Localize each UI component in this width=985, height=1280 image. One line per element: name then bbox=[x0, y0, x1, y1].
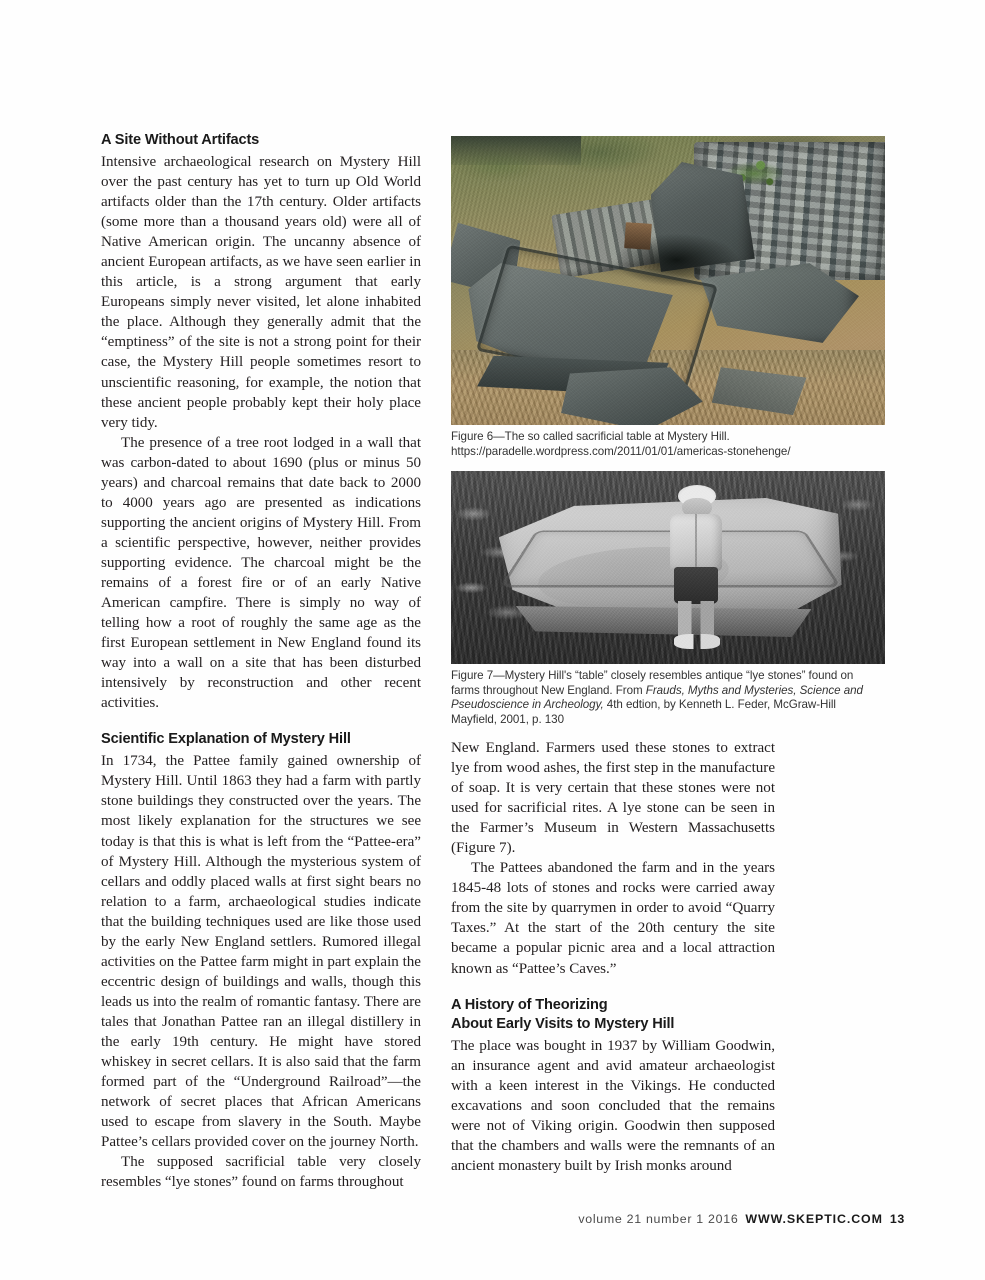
page-footer bbox=[0, 1212, 905, 1226]
paragraph-william-goodwin: The place was bought in 1937 by William Goodwin, an insurance agent and avid amateur archaeologist with a keen interest in the Vikings. He conducted excavations and soon concluded that the remains were not of Viking origin. Goodwin then supposed that the chambers and walls were the remnants of an ancient monastery built by Irish monks around bbox=[451, 1037, 775, 1174]
figure-6 bbox=[451, 136, 885, 459]
paragraph-pattee-family: In 1734, the Pattee family gained ownership of Mystery Hill. Until 1863 they had a farm with partly stone buildings they constructed over the years. The most likely explanation for the structures we see today is that this is what is left from the “Pattee-era” of Mystery Hill. Although the mysterious system of cellars and oddly placed walls at first sight bears no relation to a farm, archaeological studies indicate that the building techniques used are like those used by the early New England settlers. Rumored illegal activities on the Pattee farm might in part explain the eccentric design of buildings and walls, though this leads us into the realm of romantic fantasy. There are tales that Jonathan Pattee ran an illegal distillery in the early 19th century. He might have stored whiskey in secret cellars. It is also said that the farm formed part of the “Underground Railroad”—the network of secret places that African Americans used to escape from slavery in the South. Maybe Pattee’s cellars provided cover on the journey North. bbox=[101, 753, 421, 1151]
footer-volume-info: volume 21 number 1 2016 bbox=[578, 1212, 739, 1226]
footer-page-number: 13 bbox=[889, 1212, 905, 1226]
figure-6-image bbox=[451, 136, 885, 425]
figure-6-caption-source-url: https://paradelle.wordpress.com/2011/01/01/americas-stonehenge/ bbox=[451, 444, 791, 458]
photo-grain-overlay bbox=[451, 471, 885, 664]
paragraph-artifacts-intro: Intensive archaeological research on Mystery Hill over the past century has yet to turn up Old World artifacts older than the 17th century. Older artifacts (some more than a thousand years old) were all of Native American origin. The uncanny absence of ancient European artifacts, as we have seen earlier in this article, is a strong argument that early Europeans simply never visited, let alone inhabited the place. Although they generally admit that the “emptiness” of the site is not a strong point for their case, the Mystery Hill people sometimes resort to unscientific reasoning, for example, the notion that these ancient people probably kept their holy place very tidy. bbox=[101, 154, 421, 431]
figure-7-caption-part-2: 4th edtion, by Kenneth L. Feder, McGraw-Hill Mayfield, 2001, p. 130 bbox=[451, 698, 836, 726]
figure-7-image bbox=[451, 471, 885, 664]
right-text-column bbox=[451, 738, 775, 1176]
paragraph-tree-root-dating: The presence of a tree root lodged in a wall that was carbon-dated to about 1690 (plus or minus 50 years) and charcoal remains that date back to 2000 to 4000 years ago are presented as indications supporting the ancient origins of Mystery Hill. From a scientific perspective, however, neither provides supporting evidence. The charcoal might be the remains of a forest fire or of an early Native American campfire. There is simply no way of telling how a root of roughly the same age as the first European settlement in New England found its way into a wall on a site that has been disturbed intensively by reconstruction and other recent activities. bbox=[101, 434, 421, 712]
heading-line-2: About Early Visits to Mystery Hill bbox=[451, 1015, 675, 1032]
figure-6-caption bbox=[451, 430, 885, 459]
figure-7-caption bbox=[451, 669, 885, 727]
figure-7 bbox=[451, 471, 885, 727]
paragraph-lye-stones-intro: The supposed sacrificial table very closely resembles “lye stones” found on farms throughout bbox=[101, 1154, 421, 1191]
paragraph-quarry-taxes: The Pattees abandoned the farm and in the years 1845-48 lots of stones and rocks were carried away from the site by quarrymen in order to avoid “Quarry Taxes.” At the start of the 20th century the site became a popular picnic area and a local attraction known as “Pattee’s Caves.” bbox=[451, 860, 775, 977]
section-heading-history-of-theorizing bbox=[451, 996, 775, 1034]
figure-7-caption-book-title: Frauds, Myths and Mysteries, Science and Pseudoscience in Archeology, bbox=[451, 683, 863, 712]
left-text-column bbox=[101, 131, 421, 1192]
section-heading-site-without-artifacts: A Site Without Artifacts bbox=[101, 132, 260, 148]
photo-grain-overlay bbox=[451, 136, 885, 425]
figure-7-caption-part-1: Figure 7—Mystery Hill's “table” closely resembles antique “lye stones” found on farms throughout New England. From bbox=[451, 669, 854, 697]
paragraph-lye-stone-use: New England. Farmers used these stones to extract lye from wood ashes, the first step in the manufacture of soap. It is very certain that these stones were not used for sacrificial rites. A lye stone can be seen in the Farmer’s Museum in Western Massachusetts (Figure 7). bbox=[451, 740, 775, 857]
figure-6-caption-line-1: Figure 6—The so called sacrificial table at Mystery Hill. bbox=[451, 430, 730, 443]
footer-website: WWW.SKEPTIC.COM bbox=[745, 1212, 883, 1226]
section-heading-scientific-explanation: Scientific Explanation of Mystery Hill bbox=[101, 731, 351, 748]
heading-line-1: A History of Theorizing bbox=[451, 996, 608, 1013]
